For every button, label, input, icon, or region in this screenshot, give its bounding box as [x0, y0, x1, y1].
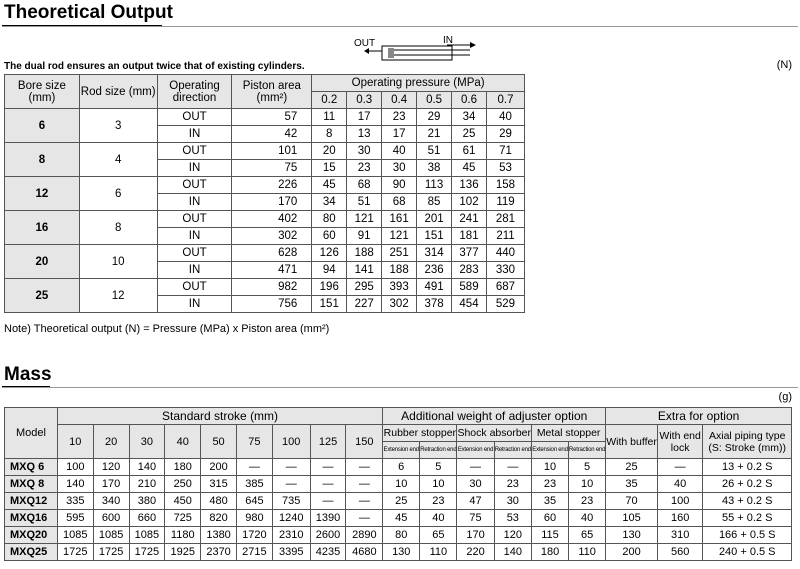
output-value-cell: 85: [417, 194, 452, 211]
stroke-mass-cell: 600: [93, 510, 129, 527]
stroke-mass-cell: 2715: [236, 544, 272, 561]
adjuster-weight-cell: 35: [532, 493, 569, 510]
model-cell: MXQ 6: [5, 459, 58, 476]
end-lock-cell: —: [657, 459, 703, 476]
output-value-cell: 491: [417, 279, 452, 296]
header-row: [5, 408, 792, 425]
output-value-cell: 45: [312, 177, 347, 194]
adjuster-weight-cell: 10: [532, 459, 569, 476]
model-cell: MXQ 8: [5, 476, 58, 493]
output-value-cell: 529: [486, 296, 524, 313]
stroke-mass-cell: 660: [129, 510, 165, 527]
adjuster-weight-cell: 120: [494, 527, 531, 544]
output-value-cell: 80: [312, 211, 347, 228]
output-value-cell: 236: [417, 262, 452, 279]
output-value-cell: 30: [347, 143, 382, 160]
output-value-cell: 30: [382, 160, 417, 177]
output-value-cell: 23: [347, 160, 382, 177]
table-row: [5, 211, 525, 228]
adjuster-weight-cell: 45: [383, 510, 420, 527]
stroke-mass-cell: 595: [57, 510, 93, 527]
axial-piping-cell: 166 + 0.5 S: [703, 527, 792, 544]
header-stroke-value: 30: [129, 425, 165, 459]
stroke-mass-cell: 4235: [310, 544, 346, 561]
mass-unit: (g): [778, 391, 792, 403]
output-value-cell: 8: [312, 126, 347, 143]
stroke-mass-cell: 170: [93, 476, 129, 493]
table-row: [5, 527, 792, 544]
stroke-mass-cell: 450: [165, 493, 201, 510]
table-row: [5, 109, 525, 126]
output-value-cell: 23: [382, 109, 417, 126]
header-bore-size: Bore size (mm): [5, 75, 80, 109]
piston-area-cell: 471: [232, 262, 312, 279]
axial-piping-cell: 55 + 0.2 S: [703, 510, 792, 527]
header-stroke-value: 150: [346, 425, 383, 459]
header-adjuster-group: Rubber stopper: [383, 425, 457, 442]
stroke-mass-cell: 120: [93, 459, 129, 476]
piston-area-cell: 42: [232, 126, 312, 143]
adjuster-weight-cell: 130: [383, 544, 420, 561]
adjuster-weight-cell: 23: [569, 493, 606, 510]
output-value-cell: 20: [312, 143, 347, 160]
output-value-cell: 38: [417, 160, 452, 177]
header-operating-pressure: Operating pressure (MPa): [312, 75, 525, 92]
stroke-mass-cell: 140: [129, 459, 165, 476]
buffer-cell: 25: [606, 459, 658, 476]
direction-cell: OUT: [157, 109, 232, 126]
adjuster-weight-cell: 47: [457, 493, 494, 510]
table-row: [5, 279, 525, 296]
adjuster-weight-cell: 65: [569, 527, 606, 544]
adjuster-weight-cell: 40: [420, 510, 457, 527]
stroke-mass-cell: 1390: [310, 510, 346, 527]
output-value-cell: 40: [486, 109, 524, 126]
output-value-cell: 17: [382, 126, 417, 143]
header-pressure-value: 0.6: [452, 92, 487, 109]
end-lock-cell: 560: [657, 544, 703, 561]
direction-cell: OUT: [157, 177, 232, 194]
end-lock-cell: 160: [657, 510, 703, 527]
stroke-mass-cell: 380: [129, 493, 165, 510]
stroke-mass-cell: 250: [165, 476, 201, 493]
table-row: [5, 493, 792, 510]
stroke-mass-cell: —: [310, 493, 346, 510]
adjuster-weight-cell: 40: [569, 510, 606, 527]
piston-area-cell: 302: [232, 228, 312, 245]
stroke-mass-cell: 645: [236, 493, 272, 510]
stroke-mass-cell: 2600: [310, 527, 346, 544]
output-value-cell: 51: [417, 143, 452, 160]
header-standard-stroke: Standard stroke (mm): [57, 408, 382, 425]
bore-size-cell: 25: [5, 279, 80, 313]
rod-size-cell: 8: [79, 211, 157, 245]
header-stroke-value: 20: [93, 425, 129, 459]
adjuster-weight-cell: 110: [569, 544, 606, 561]
output-value-cell: 121: [347, 211, 382, 228]
output-value-cell: 71: [486, 143, 524, 160]
output-value-cell: 53: [486, 160, 524, 177]
stroke-mass-cell: 820: [201, 510, 237, 527]
output-value-cell: 68: [382, 194, 417, 211]
direction-cell: IN: [157, 126, 232, 143]
output-value-cell: 119: [486, 194, 524, 211]
table-row: [5, 544, 792, 561]
rod-size-cell: 10: [79, 245, 157, 279]
buffer-cell: 200: [606, 544, 658, 561]
stroke-mass-cell: —: [346, 493, 383, 510]
adjuster-weight-cell: 23: [532, 476, 569, 493]
bore-size-cell: 20: [5, 245, 80, 279]
adjuster-weight-cell: —: [494, 459, 531, 476]
output-value-cell: 377: [452, 245, 487, 262]
output-value-cell: 15: [312, 160, 347, 177]
adjuster-weight-cell: 80: [383, 527, 420, 544]
output-value-cell: 330: [486, 262, 524, 279]
mass-title-rule: [2, 387, 798, 388]
rod-size-cell: 6: [79, 177, 157, 211]
header-rod-size: Rod size (mm): [79, 75, 157, 109]
adjuster-weight-cell: 23: [420, 493, 457, 510]
output-value-cell: 60: [312, 228, 347, 245]
piston-area-cell: 982: [232, 279, 312, 296]
stroke-mass-cell: 1925: [165, 544, 201, 561]
adjuster-weight-cell: 180: [532, 544, 569, 561]
stroke-mass-cell: —: [310, 476, 346, 493]
header-row: [5, 75, 525, 92]
adjuster-weight-cell: 5: [420, 459, 457, 476]
output-value-cell: 51: [347, 194, 382, 211]
stroke-mass-cell: 1180: [165, 527, 201, 544]
adjuster-weight-cell: 23: [494, 476, 531, 493]
header-with-buffer: With buffer: [606, 425, 658, 459]
output-value-cell: 151: [417, 228, 452, 245]
adjuster-weight-cell: 60: [532, 510, 569, 527]
end-lock-cell: 310: [657, 527, 703, 544]
buffer-cell: 105: [606, 510, 658, 527]
output-value-cell: 283: [452, 262, 487, 279]
stroke-mass-cell: 3395: [272, 544, 310, 561]
output-value-cell: 440: [486, 245, 524, 262]
output-value-cell: 121: [382, 228, 417, 245]
output-unit: (N): [776, 59, 792, 71]
theoretical-output-table: [4, 74, 525, 313]
title-rule: [2, 26, 798, 27]
piston-area-cell: 57: [232, 109, 312, 126]
stroke-mass-cell: 1720: [236, 527, 272, 544]
stroke-mass-cell: 1085: [57, 527, 93, 544]
piston-area-cell: 226: [232, 177, 312, 194]
output-value-cell: 90: [382, 177, 417, 194]
output-value-cell: 113: [417, 177, 452, 194]
stroke-mass-cell: 725: [165, 510, 201, 527]
output-value-cell: 34: [312, 194, 347, 211]
header-end-type: Retraction end: [420, 442, 457, 459]
output-value-cell: 196: [312, 279, 347, 296]
header-end-type: Retraction end: [494, 442, 531, 459]
model-cell: MXQ25: [5, 544, 58, 561]
direction-cell: OUT: [157, 279, 232, 296]
stroke-mass-cell: —: [272, 476, 310, 493]
output-value-cell: 281: [486, 211, 524, 228]
header-row: [5, 425, 792, 442]
header-stroke-value: 50: [201, 425, 237, 459]
model-cell: MXQ20: [5, 527, 58, 544]
stroke-mass-cell: 2310: [272, 527, 310, 544]
stroke-mass-cell: 1725: [57, 544, 93, 561]
output-value-cell: 158: [486, 177, 524, 194]
stroke-mass-cell: 1240: [272, 510, 310, 527]
output-value-cell: 29: [417, 109, 452, 126]
stroke-mass-cell: 335: [57, 493, 93, 510]
buffer-cell: 70: [606, 493, 658, 510]
header-model: Model: [5, 408, 58, 459]
direction-cell: OUT: [157, 245, 232, 262]
adjuster-weight-cell: 5: [569, 459, 606, 476]
bore-size-cell: 16: [5, 211, 80, 245]
adjuster-weight-cell: —: [457, 459, 494, 476]
output-value-cell: 181: [452, 228, 487, 245]
axial-piping-cell: 240 + 0.5 S: [703, 544, 792, 561]
output-value-cell: 454: [452, 296, 487, 313]
output-value-cell: 29: [486, 126, 524, 143]
stroke-mass-cell: 480: [201, 493, 237, 510]
stroke-mass-cell: —: [236, 459, 272, 476]
model-cell: MXQ16: [5, 510, 58, 527]
stroke-mass-cell: —: [346, 510, 383, 527]
end-lock-cell: 100: [657, 493, 703, 510]
stroke-mass-cell: 2370: [201, 544, 237, 561]
header-pressure-value: 0.3: [347, 92, 382, 109]
output-value-cell: 314: [417, 245, 452, 262]
adjuster-weight-cell: 30: [457, 476, 494, 493]
axial-piping-cell: 26 + 0.2 S: [703, 476, 792, 493]
adjuster-weight-cell: 10: [420, 476, 457, 493]
direction-cell: IN: [157, 160, 232, 177]
stroke-mass-cell: —: [346, 476, 383, 493]
stroke-mass-cell: 140: [57, 476, 93, 493]
adjuster-weight-cell: 220: [457, 544, 494, 561]
output-value-cell: 295: [347, 279, 382, 296]
header-stroke-value: 100: [272, 425, 310, 459]
header-stroke-value: 10: [57, 425, 93, 459]
stroke-mass-cell: 1725: [93, 544, 129, 561]
stroke-mass-cell: 200: [201, 459, 237, 476]
header-axial-piping: Axial piping type (S: Stroke (mm)): [703, 425, 792, 459]
output-value-cell: 17: [347, 109, 382, 126]
header-stroke-value: 40: [165, 425, 201, 459]
header-pressure-value: 0.7: [486, 92, 524, 109]
model-cell: MXQ12: [5, 493, 58, 510]
buffer-cell: 130: [606, 527, 658, 544]
header-with-end-lock: With end lock: [657, 425, 703, 459]
stroke-mass-cell: 315: [201, 476, 237, 493]
stroke-mass-cell: 1085: [93, 527, 129, 544]
direction-cell: OUT: [157, 211, 232, 228]
stroke-mass-cell: —: [272, 459, 310, 476]
theoretical-output-title: Theoretical Output: [4, 2, 173, 23]
bore-size-cell: 6: [5, 109, 80, 143]
output-value-cell: 211: [486, 228, 524, 245]
output-value-cell: 251: [382, 245, 417, 262]
output-value-cell: 13: [347, 126, 382, 143]
stroke-mass-cell: 1380: [201, 527, 237, 544]
output-value-cell: 188: [382, 262, 417, 279]
stroke-mass-cell: 180: [165, 459, 201, 476]
formula-note: Note) Theoretical output (N) = Pressure (MPa) x Piston area (mm²): [4, 323, 330, 335]
output-value-cell: 589: [452, 279, 487, 296]
header-operating-direction: Operating direction: [157, 75, 232, 109]
output-value-cell: 45: [452, 160, 487, 177]
header-extra-option: Extra for option: [606, 408, 792, 425]
stroke-mass-cell: 385: [236, 476, 272, 493]
adjuster-weight-cell: 10: [383, 476, 420, 493]
adjuster-weight-cell: 6: [383, 459, 420, 476]
rod-size-cell: 3: [79, 109, 157, 143]
header-adjuster-group: Shock absorber: [457, 425, 532, 442]
bore-size-cell: 12: [5, 177, 80, 211]
output-value-cell: 378: [417, 296, 452, 313]
end-lock-cell: 40: [657, 476, 703, 493]
stroke-mass-cell: 4680: [346, 544, 383, 561]
adjuster-weight-cell: 10: [569, 476, 606, 493]
output-value-cell: 241: [452, 211, 487, 228]
output-value-cell: 11: [312, 109, 347, 126]
output-value-cell: 25: [452, 126, 487, 143]
output-value-cell: 687: [486, 279, 524, 296]
subtitle: The dual rod ensures an output twice that of existing cylinders.: [4, 61, 305, 72]
header-stroke-value: 125: [310, 425, 346, 459]
stroke-mass-cell: 100: [57, 459, 93, 476]
table-row: [5, 510, 792, 527]
stroke-mass-cell: 1725: [129, 544, 165, 561]
stroke-mass-cell: —: [310, 459, 346, 476]
output-value-cell: 161: [382, 211, 417, 228]
direction-cell: OUT: [157, 143, 232, 160]
mass-table: [4, 407, 792, 561]
adjuster-weight-cell: 75: [457, 510, 494, 527]
table-row: [5, 177, 525, 194]
adjuster-weight-cell: 170: [457, 527, 494, 544]
adjuster-weight-cell: 30: [494, 493, 531, 510]
table-row: [5, 245, 525, 262]
rod-size-cell: 12: [79, 279, 157, 313]
output-value-cell: 34: [452, 109, 487, 126]
output-value-cell: 61: [452, 143, 487, 160]
diagram-in-label: IN: [443, 35, 453, 46]
header-adjuster-weight: Additional weight of adjuster option: [383, 408, 606, 425]
table-row: [5, 143, 525, 160]
output-value-cell: 188: [347, 245, 382, 262]
header-adjuster-group: Metal stopper: [532, 425, 606, 442]
stroke-mass-cell: 340: [93, 493, 129, 510]
output-value-cell: 302: [382, 296, 417, 313]
header-pressure-value: 0.5: [417, 92, 452, 109]
output-value-cell: 94: [312, 262, 347, 279]
stroke-mass-cell: 2890: [346, 527, 383, 544]
axial-piping-cell: 13 + 0.2 S: [703, 459, 792, 476]
output-value-cell: 201: [417, 211, 452, 228]
output-value-cell: 91: [347, 228, 382, 245]
piston-area-cell: 756: [232, 296, 312, 313]
header-end-type: Extension end: [532, 442, 569, 459]
direction-cell: IN: [157, 194, 232, 211]
output-value-cell: 68: [347, 177, 382, 194]
header-piston-area: Piston area (mm²): [232, 75, 312, 109]
stroke-mass-cell: 980: [236, 510, 272, 527]
header-end-type: Extension end: [457, 442, 494, 459]
axial-piping-cell: 43 + 0.2 S: [703, 493, 792, 510]
piston-area-cell: 101: [232, 143, 312, 160]
direction-cell: IN: [157, 228, 232, 245]
bore-size-cell: 8: [5, 143, 80, 177]
table-row: [5, 476, 792, 493]
stroke-mass-cell: 210: [129, 476, 165, 493]
dual-rod-cylinder-icon: [352, 34, 482, 68]
buffer-cell: 35: [606, 476, 658, 493]
output-value-cell: 141: [347, 262, 382, 279]
output-value-cell: 126: [312, 245, 347, 262]
output-value-cell: 102: [452, 194, 487, 211]
stroke-mass-cell: 735: [272, 493, 310, 510]
piston-area-cell: 628: [232, 245, 312, 262]
direction-cell: IN: [157, 262, 232, 279]
adjuster-weight-cell: 25: [383, 493, 420, 510]
piston-area-cell: 75: [232, 160, 312, 177]
output-value-cell: 227: [347, 296, 382, 313]
direction-cell: IN: [157, 296, 232, 313]
header-pressure-value: 0.2: [312, 92, 347, 109]
output-value-cell: 40: [382, 143, 417, 160]
table-row: [5, 459, 792, 476]
rod-size-cell: 4: [79, 143, 157, 177]
output-value-cell: 393: [382, 279, 417, 296]
stroke-mass-cell: 1085: [129, 527, 165, 544]
header-stroke-value: 75: [236, 425, 272, 459]
output-value-cell: 136: [452, 177, 487, 194]
stroke-mass-cell: —: [346, 459, 383, 476]
adjuster-weight-cell: 110: [420, 544, 457, 561]
adjuster-weight-cell: 53: [494, 510, 531, 527]
piston-area-cell: 402: [232, 211, 312, 228]
header-pressure-value: 0.4: [382, 92, 417, 109]
adjuster-weight-cell: 115: [532, 527, 569, 544]
adjuster-weight-cell: 65: [420, 527, 457, 544]
header-end-type: Retraction end: [569, 442, 606, 459]
output-value-cell: 21: [417, 126, 452, 143]
diagram-out-label: OUT: [354, 38, 376, 49]
piston-area-cell: 170: [232, 194, 312, 211]
adjuster-weight-cell: 140: [494, 544, 531, 561]
output-value-cell: 151: [312, 296, 347, 313]
header-end-type: Extension end: [383, 442, 420, 459]
mass-title: Mass: [4, 364, 52, 385]
